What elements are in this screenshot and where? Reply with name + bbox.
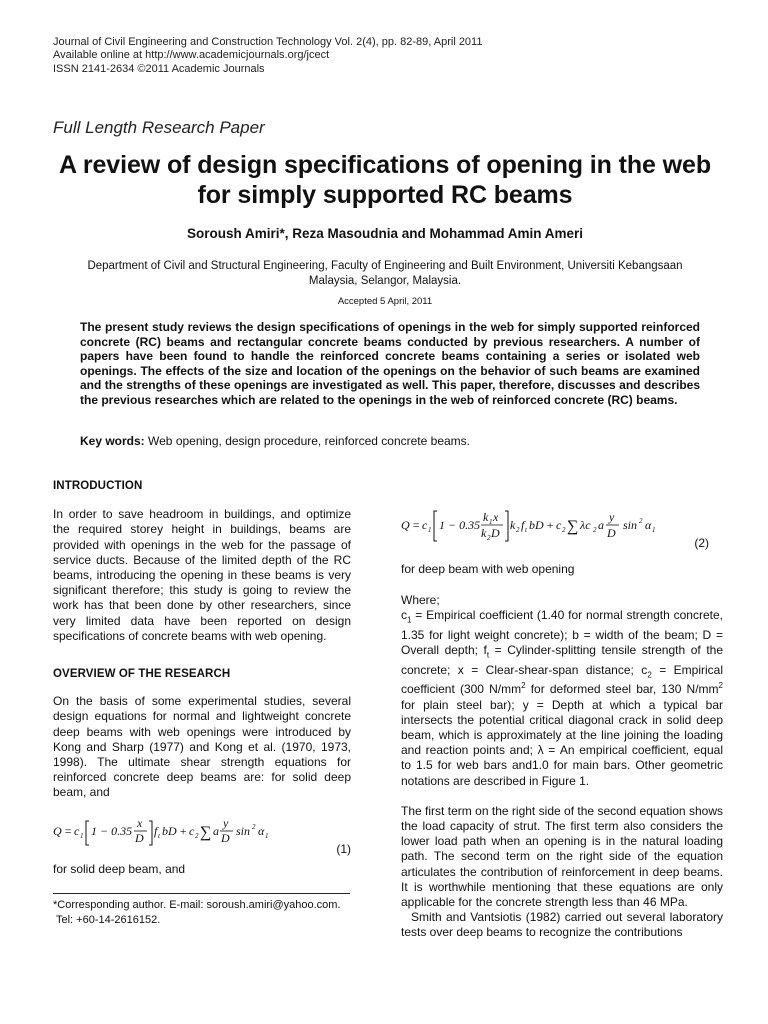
equation-2-formula <box>401 505 721 549</box>
svg-text:c: c <box>422 518 428 532</box>
equation-2 <box>401 505 723 549</box>
svg-text:2: 2 <box>593 526 597 534</box>
svg-text:y: y <box>223 815 229 830</box>
svg-text:2: 2 <box>639 517 643 525</box>
affiliation-line-1: Department of Civil and Structural Engineering, Faculty of Engineering and Built Environment, Universiti Kebangsaan <box>87 260 683 272</box>
variable-definitions: $c_1$ = Empirical coefficient (1.40 for normal strength concrete, 1.35 for light weight concrete); b = width of the beam; D = Overall depth; $f_t$ = Cylinder-splitting tensile strength of the concrete; x = Clear-shear-span distance; $c_2$ = Empirical coefficient (300 $N/mm^2$ for deformed steel bar, 130 $N/mm^2$ for plain steel bar); y = Depth at which a typical bar intersects the potential critical diagonal crack in solid deep beam, which is approximately at the line joining the loading and reaction points and; λ = An empirical coefficient, equal to 1.5 for web bars and1.0 for main bars. Other geometric notations are described in Figure 1. <box>401 608 723 788</box>
svg-text:D: D <box>135 830 144 845</box>
svg-text:Q: Q <box>401 518 410 532</box>
authors: Soroush Amiri*, Reza Masoudnia and Mohammad Amin Ameri <box>186 226 584 241</box>
svg-text:f: f <box>154 823 158 838</box>
corresponding-author: *Corresponding author. E-mail: soroush.amiri@yahoo.com. <box>53 899 341 911</box>
svg-text:=: = <box>412 518 421 532</box>
svg-text:α: α <box>645 518 652 532</box>
svg-text:sin: sin <box>623 518 638 532</box>
svg-text:1: 1 <box>489 518 493 526</box>
after-equation-1-text: for solid deep beam, and <box>53 861 186 876</box>
journal-url: Available online at http://www.academicjournals.org/jcect <box>53 49 330 62</box>
svg-text:∑: ∑ <box>567 518 579 535</box>
where-label: Where; <box>401 593 440 608</box>
svg-text:bD: bD <box>162 823 177 838</box>
svg-text:λc: λc <box>580 518 591 532</box>
svg-text:k: k <box>481 526 487 540</box>
svg-text:c: c <box>74 823 80 838</box>
introduction-text: In order to save headroom in buildings, and optimize the required storey height in buildings, beams are provided with openings in the web for the passage of service ducts. Because of the limited depth of the RC beams, introducing the opening in these beams is very significant therefore; this study is going to review the work has that been done by other researchers, since very limited data have been reported on design specifications of concrete beams with web opening. <box>53 507 351 643</box>
svg-text:1 − 0.35: 1 − 0.35 <box>439 518 481 532</box>
telephone: Tel: +60-14-2616152. <box>56 914 161 926</box>
svg-text:α: α <box>258 823 265 838</box>
strut-capacity-paragraph: The first term on the right side of the second equation shows the load capacity of strut. The first term also considers the lower load path when an opening is in the natural loading path. The second term on the right side of the equation articulates the contribution of reinforcement in deep beams. It is worthwhile mentioning that these equations are only applicable for the concrete strength less than 46 MPa. <box>401 803 723 910</box>
svg-text:k: k <box>510 518 516 532</box>
abstract: The present study reviews the design specifications of openings in the web for simply supported reinforced concrete (RC) beams and rectangular concrete beams conducted by previous researchers. A number of papers have been found to handle the reinforced concrete beams containing a series or isolated web openings. The effects of the size and location of the openings on the behavior of such beams are examined and the strengths of these openings are investigated as well. This paper, therefore, discusses and describes the previous researches which are related to the openings in the web of reinforced concrete (RC) beams. <box>80 320 700 407</box>
svg-text:sin: sin <box>236 823 251 838</box>
equation-1 <box>53 807 351 857</box>
paper-type: Full Length Research Paper <box>53 118 265 137</box>
svg-text:2: 2 <box>516 526 520 534</box>
paper-title-line-1: A review of design specifications of opening in the web <box>59 151 711 179</box>
affiliation-line-2: Malaysia, Selangor, Malaysia. <box>308 274 462 287</box>
svg-text:x: x <box>137 815 143 830</box>
svg-text:a: a <box>598 518 604 532</box>
left-column <box>53 479 351 877</box>
svg-text:1: 1 <box>428 526 432 534</box>
keywords <box>80 434 700 448</box>
svg-text:D: D <box>607 526 616 540</box>
accepted-date: Accepted 5 April, 2011 <box>337 296 433 307</box>
paper-title <box>40 150 730 210</box>
affiliation <box>40 259 730 288</box>
after-equation-2-text: for deep beam with web opening <box>401 562 575 576</box>
introduction-heading: INTRODUCTION <box>53 480 143 492</box>
svg-text:+: + <box>179 823 188 838</box>
svg-text:=: = <box>64 823 73 838</box>
svg-text:1: 1 <box>80 831 84 840</box>
right-column <box>401 505 723 941</box>
svg-text:f: f <box>521 518 525 532</box>
svg-text:2: 2 <box>195 831 199 840</box>
keywords-label: Key words: <box>80 434 145 448</box>
overview-text: On the basis of some experimental studies, several design equations for normal and lightweight concrete deep beams with web openings were introduced by Kong and Sharp (1977) and Kong et al. (1970, 1973, 1998). The ultimate shear strength equations for reinforced concrete deep beams are: for solid deep beam, and <box>53 694 351 800</box>
svg-text:a: a <box>213 823 219 838</box>
smith-vantsiotis-paragraph: Smith and Vantsiotis (1982) carried out several laboratory tests over deep beams to recognize the contributions <box>401 910 723 940</box>
overview-heading: OVERVIEW OF THE RESEARCH <box>53 668 231 681</box>
svg-text:D: D <box>221 830 230 845</box>
equation-1-formula <box>53 807 313 853</box>
paper-title-line-2: for simply supported RC beams <box>197 181 573 209</box>
svg-text:y: y <box>609 510 615 524</box>
svg-text:bD: bD <box>529 518 544 532</box>
svg-text:D: D <box>491 526 500 540</box>
svg-text:Q: Q <box>53 823 62 838</box>
svg-text:t: t <box>525 526 527 534</box>
svg-text:1: 1 <box>265 831 269 840</box>
equation-2-number: (2) <box>694 536 709 550</box>
journal-issn: ISSN 2141-2634 ©2011 Academic Journals <box>53 62 265 75</box>
svg-text:t: t <box>158 831 160 840</box>
svg-text:2: 2 <box>252 822 256 831</box>
svg-text:c: c <box>189 823 195 838</box>
svg-text:+: + <box>546 518 555 532</box>
svg-text:1 − 0.35: 1 − 0.35 <box>91 823 133 838</box>
svg-text:2: 2 <box>562 526 566 534</box>
svg-text:x: x <box>493 510 499 524</box>
keywords-text: Web opening, design procedure, reinforced concrete beams. <box>144 434 470 448</box>
footnote-divider <box>53 893 350 894</box>
equation-1-number: (1) <box>336 841 351 856</box>
svg-text:1: 1 <box>652 526 656 534</box>
journal-citation: Journal of Civil Engineering and Construction Technology Vol. 2(4), pp. 82-89, April 2011 <box>53 36 483 48</box>
footnote <box>53 898 341 928</box>
svg-text:k: k <box>483 510 489 524</box>
svg-text:c: c <box>556 518 562 532</box>
svg-text:2: 2 <box>487 534 491 542</box>
journal-header <box>53 36 482 76</box>
svg-text:∑: ∑ <box>200 823 212 841</box>
